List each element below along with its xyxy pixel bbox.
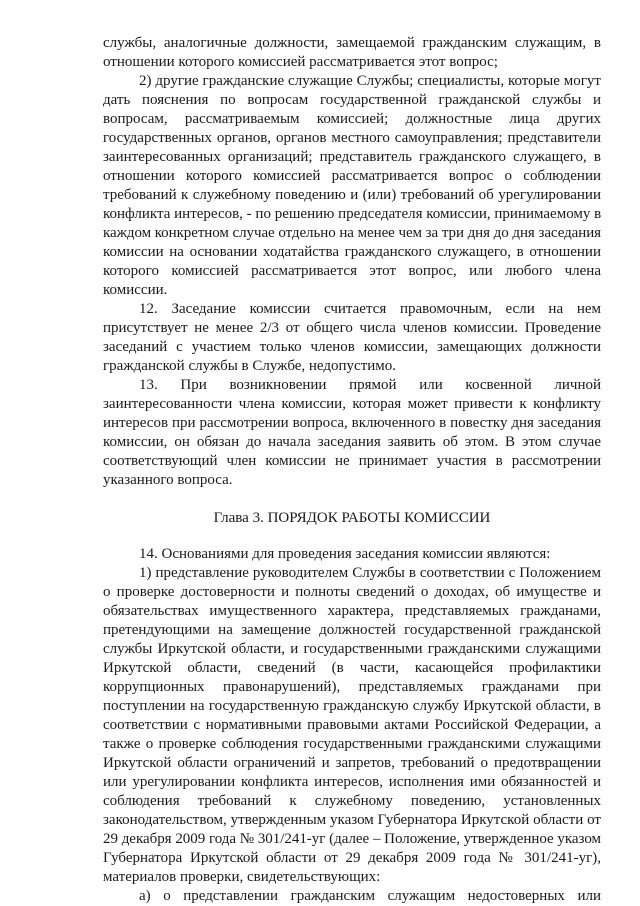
text-line: 12. Заседание комиссии считается правомочным, если на нем — [139, 301, 601, 317]
text-line: соответствии с нормативными правовыми актами Российской Федерации, а — [103, 717, 601, 733]
text-line: вопросам, рассматриваемым комиссией; должностные лица других — [103, 111, 601, 127]
text-line: соблюдения требований к служебному поведению, установленных — [103, 793, 601, 809]
text-line: комиссии, он обязан до начала заседания заявить об этом. В этом случае — [103, 434, 601, 450]
chapter-heading: Глава 3. ПОРЯДОК РАБОТЫ КОМИССИИ — [213, 510, 491, 526]
text-line: обязательствах имущественного характера, представляемых гражданами, — [103, 603, 601, 619]
text-line: 29 декабря 2009 года № 301/241-уг (далее – Положение, утвержденное указом — [103, 831, 601, 847]
text-line: службы, аналогичные должности, замещаемой гражданским служащим, в — [103, 35, 601, 51]
text-line: отношении которого комиссией рассматривается этот вопрос; — [103, 54, 498, 70]
text-line: службы Иркутской области, и государственными гражданскими служащими — [103, 641, 601, 657]
text-line: или урегулировании конфликта интересов, исполнения ими обязанностей и — [103, 774, 601, 790]
text-line: 2) другие гражданские служащие Службы; специалисты, которые могут — [139, 73, 601, 89]
text-line: каждом конкретном случае отдельно на менее чем за три дня до дня заседания — [103, 225, 601, 241]
text-line: заинтересованности члена комиссии, которая может привести к конфликту — [103, 396, 601, 412]
text-line: 13. При возникновении прямой или косвенной личной — [139, 377, 601, 393]
text-line: коррупционных правонарушений), представляемых гражданами при — [103, 679, 601, 695]
text-line: требований к служебному поведению и (или) требований об урегулировании — [103, 187, 601, 203]
text-line: государственных органов, органов местного самоуправления; представители — [103, 130, 601, 146]
text-line: Иркутской области ограничений и запретов, требований о предотвращении — [103, 755, 601, 771]
text-line: интересов при рассмотрении вопроса, включенного в повестку дня заседания — [103, 415, 601, 431]
text-line: а) о представлении гражданским служащим недостоверных или — [139, 888, 601, 904]
text-line: законодательством, утвержденным указом Губернатора Иркутской области от — [103, 812, 601, 828]
text-line: дать пояснения по вопросам государственной гражданской службы и — [103, 92, 601, 108]
text-line: отношении которого комиссией рассматривается вопрос о соблюдении — [103, 168, 601, 184]
text-line: 14. Основаниями для проведения заседания комиссии являются: — [139, 546, 551, 562]
text-line: конфликта интересов, - по решению председателя комиссии, принимаемому в — [103, 206, 602, 222]
text-line: также о проверке соблюдения государственными гражданскими служащими — [103, 736, 601, 752]
text-line: заседаний с участием только членов комиссии, замещающих должности — [103, 339, 601, 355]
text-line: поступлении на государственную гражданскую службу Иркутской области, в — [103, 698, 601, 714]
text-line: Губернатора Иркутской области от 29 декабря 2009 года № 301/241-уг), — [103, 850, 601, 866]
text-line: материалов проверки, свидетельствующих: — [103, 869, 381, 885]
text-line: присутствует не менее 2/3 от общего числа членов комиссии. Проведение — [103, 320, 601, 336]
text-line: комиссии на основании ходатайства гражданского служащего, в отношении — [103, 244, 601, 260]
text-line: которого комиссией рассматривается этот вопрос, или любого члена — [103, 263, 601, 279]
text-line: 1) представление руководителем Службы в соответствии с Положением — [139, 565, 601, 581]
text-line: претендующими на замещение должностей государственной гражданской — [103, 622, 601, 638]
text-line: указанного вопроса. — [103, 472, 233, 488]
text-line: гражданской службы в Службе, недопустимо. — [103, 358, 397, 374]
text-line: Иркутской области, сведений (в части, касающейся профилактики — [103, 660, 601, 676]
text-line: комиссии. — [103, 282, 168, 298]
text-line: соответствующий член комиссии не принимает участия в рассмотрении — [103, 453, 601, 469]
text-line: о проверке достоверности и полноты сведений о доходах, об имуществе и — [103, 584, 601, 600]
text-line: заинтересованных организаций; представитель гражданского служащего, в — [103, 149, 601, 165]
